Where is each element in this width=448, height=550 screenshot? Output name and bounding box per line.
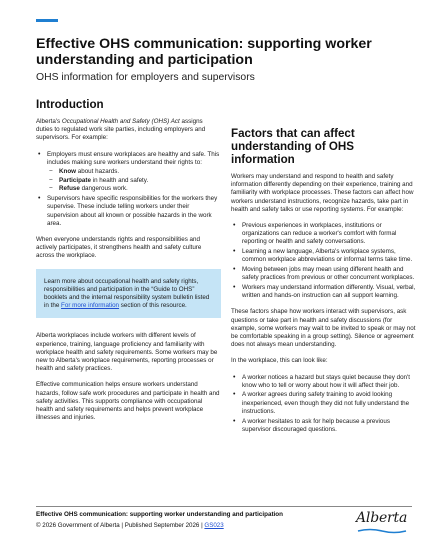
factors-paragraph-3: In the workplace, this can look like: — [231, 357, 328, 365]
list-item — [47, 151, 221, 194]
ohs-act-title: Occupational Health and Safety (OHS) Act — [61, 118, 180, 125]
intro-paragraph-1 — [36, 118, 221, 143]
footer-title: Effective OHS communication: supporting worker understanding and participation — [36, 511, 284, 518]
published-date: Published September 2026 — [124, 522, 200, 529]
right-text: dangerous work. — [79, 185, 128, 193]
footer-divider — [36, 506, 412, 507]
intro-paragraph-4: Effective communication helps ensure workers understand hazards, follow safe work procedures and participate in health and safety activities. This supports compliance with occupational health and safety requirements and helps prevent workplace illnesses and injuries. — [36, 381, 220, 422]
intro-paragraph-2: When everyone understands rights and responsibilities and actively participates, it strengthens health and safety culture across the workplace. — [36, 235, 202, 260]
intro-p1-text-end: assigns duties to regulated work site parties, including employers and supervisors. For example: — [36, 118, 206, 142]
intro-heading: Introduction — [36, 98, 104, 111]
duties-list — [36, 151, 221, 228]
page-title: Effective OHS communication: supporting worker understanding and participation — [36, 36, 372, 68]
info-callout — [36, 269, 221, 319]
list-item — [59, 177, 221, 185]
callout-text-start: Learn more about occupational health and safety rights, responsibilities and participation in the “Guide to OHS” booklets and the internal responsibility system bulletin listed in the — [44, 277, 210, 310]
list-item: • A worker hesitates to ask for help because a previous supervisor discouraged questions. — [242, 418, 416, 434]
employer-duty-text: Employers must ensure workplaces are healthy and safe. This includes making sure workers understand their rights to: — [47, 150, 220, 166]
footer-separator: | — [199, 522, 205, 529]
right-keyword: Know — [59, 168, 77, 176]
callout-text — [44, 278, 213, 311]
list-item: • Previous experiences in workplaces, institutions or organizations can reduce a worker's comfort with formal reporting or health and safety conversations. — [242, 222, 416, 247]
factors-heading: Factors that can affect understanding of OHS information — [231, 127, 355, 166]
factors-paragraph-1: Workers may understand and respond to health and safety information differently depending on their experience, training and familiarity with workplace processes. These factors can affect how workers understand instructions, recognize hazards, take part in health and safety talks or use reporting systems. For example: — [231, 173, 414, 213]
list-item: • Workers may understand information differently. Visual, verbal, written and hands-on instruction can all support learning. — [242, 284, 416, 300]
right-text: about hazards. — [76, 168, 120, 176]
list-item — [59, 185, 221, 193]
list-item: • Supervisors have specific responsibilities for the workers they supervise. These include telling workers under their supervision about all known or possible hazards in the work area. — [47, 195, 221, 228]
factors-list — [231, 222, 416, 300]
intro-p1-text: Alberta's — [36, 118, 62, 125]
intro-paragraph-3: Alberta workplaces include workers with different levels of experience, training, language proficiency and familiarity with workplace health and safety requirements. Some workers may be new to Alberta's workplace requirements, reporting processes or health and safety practices. — [36, 332, 218, 373]
list-item: • Moving between jobs may mean using different health and safety practices from previous or other concurrent workplaces. — [242, 266, 416, 282]
right-column — [231, 96, 416, 442]
list-item — [59, 168, 221, 176]
factors-paragraph-2: These factors shape how workers interact with supervisors, ask questions or take part in health and safety discussions (for example, some workers may wait to be invited to speak or may not be comfortable speaking in a group setting). Silence or agreement does not always mean understanding. — [231, 308, 416, 349]
right-keyword: Participate — [59, 176, 91, 184]
copyright-text: © 2026 Government of Alberta — [36, 522, 120, 529]
alberta-logo: Alberta — [356, 510, 408, 526]
footer-info — [36, 522, 224, 529]
list-item: • Learning a new language, Alberta's workplace systems, common workplace abbreviations or informal terms take time. — [242, 248, 416, 264]
right-text: in health and safety. — [90, 176, 149, 184]
footer-separator: | — [119, 522, 125, 529]
examples-list — [231, 374, 416, 434]
callout-text-end: section of this resource. — [119, 302, 187, 310]
rights-list — [47, 168, 221, 194]
accent-bar — [36, 19, 58, 22]
page-subtitle: OHS information for employers and supervisors — [36, 72, 255, 83]
list-item: • A worker agrees during safety training to avoid looking inexperienced, even though they did not fully understand the instructions. — [242, 391, 416, 416]
left-column — [36, 96, 221, 430]
list-item: • A worker notices a hazard but stays quiet because they don't know who to tell or worry about how it will affect their job. — [242, 374, 416, 390]
right-keyword: Refuse — [59, 185, 80, 193]
publication-code-link[interactable]: GS023 — [204, 522, 224, 529]
alberta-logo-wave-icon — [356, 528, 408, 534]
more-info-link[interactable]: For more information — [61, 302, 120, 310]
